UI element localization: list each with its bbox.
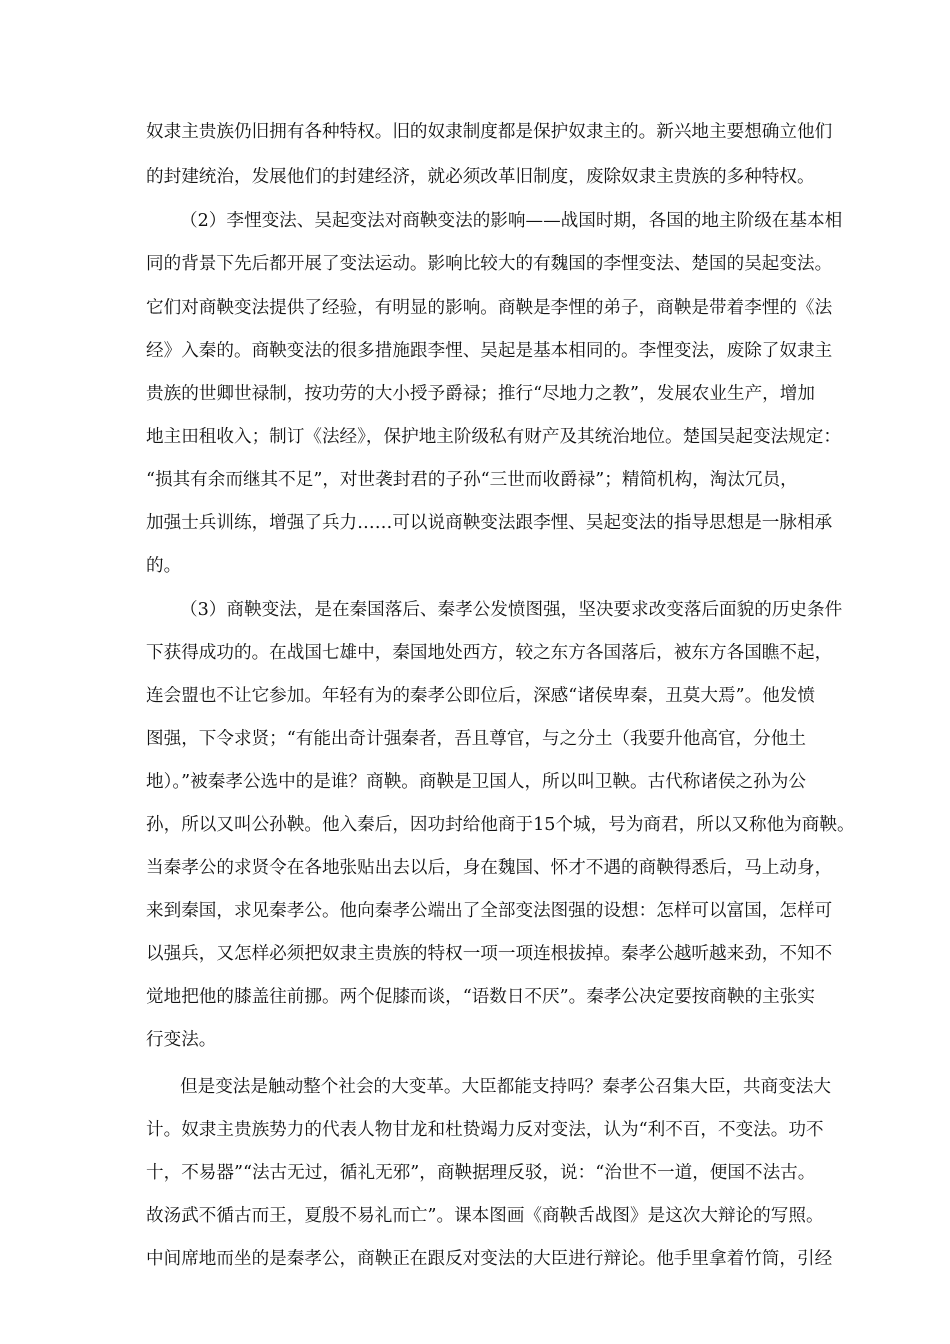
text-line: “损其有余而继其不足”，对世袭封君的子孙“三世而收爵禄”；精简机构，淘汰冗员， (146, 470, 798, 490)
text-line: 图强，下令求贤；“有能出奇计强秦者，吾且尊官，与之分土（我要升他高官，分他土 (146, 729, 806, 749)
text-line: 的。 (146, 556, 182, 576)
text-line: 的封建统治，发展他们的封建经济，就必须改革旧制度，废除奴隶主贵族的多种特权。 (146, 167, 815, 187)
text-line: 贵族的世卿世禄制，按功劳的大小授予爵禄；推行“尽地力之教”，发展农业生产，增加 (146, 384, 815, 404)
text-line: 加强士兵训练，增强了兵力……可以说商鞅变法跟李悝、吴起变法的指导思想是一脉相承 (146, 513, 833, 533)
text-line: 地）。”被秦孝公选中的是谁？商鞅。商鞅是卫国人，所以叫卫鞅。古代称诸侯之孙为公 (146, 772, 806, 792)
text-line: 奴隶主贵族仍旧拥有各种特权。旧的奴隶制度都是保护奴隶主的。新兴地主要想确立他们 (146, 122, 833, 142)
text-line: 故汤武不循古而王，夏殷不易礼而亡”。课本图画《商鞅舌战图》是这次大辩论的写照。 (146, 1206, 824, 1226)
text-line: 孙，所以又叫公孙鞅。他入秦后，因功封给他商于15个城，号为商君，所以又称他为商鞅。 (146, 815, 855, 835)
paragraph-start-line: （2）李悝变法、吴起变法对商鞅变法的影响——战国时期，各国的地主阶级在基本相 (180, 211, 843, 231)
text-line: 经》入秦的。商鞅变法的很多措施跟李悝、吴起是基本相同的。李悝变法，废除了奴隶主 (146, 341, 833, 361)
text-line: 同的背景下先后都开展了变法运动。影响比较大的有魏国的李悝变法、楚国的吴起变法。 (146, 254, 833, 274)
text-line: 来到秦国，求见秦孝公。他向秦孝公端出了全部变法图强的设想：怎样可以富国，怎样可 (146, 901, 833, 921)
text-line: 下获得成功的。在战国七雄中，秦国地处西方，较之东方各国落后，被东方各国瞧不起， (146, 643, 833, 663)
text-line: 十，不易器”“法古无过，循礼无邪”，商鞅据理反驳，说：“治世不一道，便国不法古。 (146, 1163, 816, 1183)
paragraph-start-line: 但是变法是触动整个社会的大变革。大臣都能支持吗？秦孝公召集大臣，共商变法大 (180, 1077, 831, 1097)
text-line: 计。奴隶主贵族势力的代表人物甘龙和杜贽竭力反对变法，认为“利不百，不变法。功不 (146, 1120, 824, 1140)
text-line: 它们对商鞅变法提供了经验，有明显的影响。商鞅是李悝的弟子，商鞅是带着李悝的《法 (146, 298, 833, 318)
paragraph-start-line: （3）商鞅变法，是在秦国落后、秦孝公发愤图强，坚决要求改变落后面貌的历史条件 (180, 600, 843, 620)
text-line: 地主田租收入；制订《法经》，保护地主阶级私有财产及其统治地位。楚国吴起变法规定： (146, 427, 841, 447)
text-line: 以强兵，又怎样必须把奴隶主贵族的特权一项一项连根拔掉。秦孝公越听越来劲，不知不 (146, 944, 833, 964)
text-line: 中间席地而坐的是秦孝公，商鞅正在跟反对变法的大臣进行辩论。他手里拿着竹筒，引经 (146, 1249, 833, 1269)
text-line: 行变法。 (146, 1030, 217, 1050)
text-line: 连会盟也不让它参加。年轻有为的秦孝公即位后，深感“诸侯卑秦，丑莫大焉”。他发愤 (146, 686, 815, 706)
text-line: 当秦孝公的求贤令在各地张贴出去以后，身在魏国、怀才不遇的商鞅得悉后，马上动身， (146, 858, 833, 878)
text-line: 觉地把他的膝盖往前挪。两个促膝而谈，“语数日不厌”。秦孝公决定要按商鞅的主张实 (146, 987, 815, 1007)
